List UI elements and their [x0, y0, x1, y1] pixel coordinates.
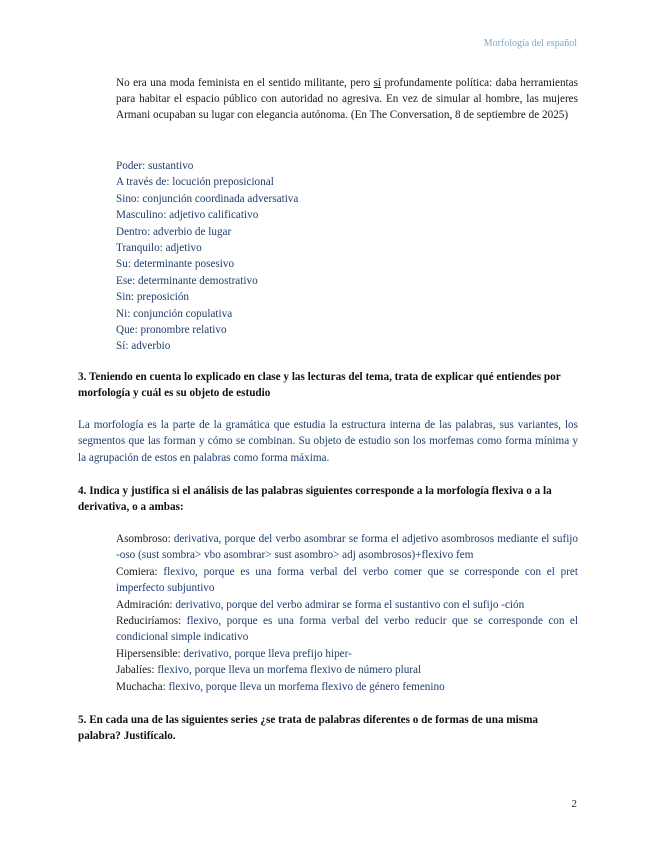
list-item: Sin: preposición [116, 291, 190, 304]
list-item: Que: pronombre relativo [116, 324, 227, 337]
word-term: Asombroso: [116, 533, 174, 545]
pos-analysis-list [116, 158, 578, 355]
quote-text-start: No era una moda feminista en el sentido militante, pero [116, 77, 374, 89]
list-item: Poder: sustantivo [116, 160, 194, 172]
word-explanation: flexivo, porque lleva un morfema flexivo de género femenino [168, 680, 445, 693]
question-5-heading: 5. En cada una de las siguientes series ¿se trata de palabras diferentes o de formas de una misma palabra? Justifícalo. [78, 714, 539, 743]
word-term: Admiración: [116, 598, 176, 611]
word-explanation: flexivo, porque es una forma verbal del verbo comer que se corresponde con el pret imperfecto subjuntivo [116, 565, 578, 595]
word-term: Comiera: [116, 565, 164, 578]
word-term: Hipersensible: [116, 647, 184, 660]
word-explanation: flexivo, porque es una forma verbal del verbo reducir que se corresponde con el condicional simple indicativo [116, 615, 578, 644]
list-item [116, 679, 578, 695]
quote-text-end: profundamente política: daba herramientas para habitar el espacio público con autoridad no agresiva. En vez de simular al hombre, las mujeres Armani ocupaban su lugar con elegancia autónoma. (En The Conversation, 8 de septiembre de 2025) [116, 77, 578, 122]
word-term: Muchacha: [116, 680, 169, 693]
list-item: Sí: adverbio [116, 340, 171, 353]
page-number: 2 [571, 798, 577, 810]
word-term: Reduciríamos: [116, 615, 187, 628]
word-term: Jabalíes: [116, 664, 158, 677]
quote-paragraph [116, 75, 578, 124]
list-item: Masculino: adjetivo calificativo [116, 209, 259, 222]
list-item: Dentro: adverbio de lugar [116, 225, 232, 238]
word-explanation: flexivo, porque lleva un morfema flexivo de número plural [157, 664, 422, 677]
list-item [116, 564, 578, 597]
list-item [116, 662, 578, 678]
quote-underlined-word: sí [373, 77, 382, 89]
list-item: Tranquilo: adjetivo [116, 242, 202, 255]
list-item [116, 597, 578, 613]
list-item [116, 613, 578, 646]
answer-3-paragraph: La morfología es la parte de la gramática que estudia la estructura interna de las palabras, sus variantes, los segmentos que las forman y cómo se combinan. Su objeto de estudio son los morfemas como forma mínima y la agrupación de estos en palabras como forma máxima. [78, 419, 578, 464]
word-explanation: derivativa, porque del verbo asombrar se forma el adjetivo asombrosos mediante el sufijo -oso (sust sombra> vbo asombrar> sust asombro> adj asombrosos)+flexivo fem [116, 533, 578, 562]
list-item: Ni: conjunción copulativa [116, 307, 233, 320]
list-item: Ese: determinante demostrativo [116, 274, 258, 287]
question-3-heading: 3. Teniendo en cuenta lo explicado en clase y las lecturas del tema, trata de explicar qué entiendes por morfología y cuál es su objeto de estudio [78, 371, 561, 400]
list-item: A través de: locución preposicional [116, 176, 274, 189]
answer-4-list [116, 531, 578, 695]
list-item: Sino: conjunción coordinada adversativa [116, 192, 299, 205]
running-header: Morfología del español [483, 38, 577, 49]
word-explanation: derivativo, porque del verbo admirar se forma el sustantivo con el sufijo -ción [175, 598, 525, 611]
list-item: Su: determinante posesivo [116, 258, 235, 271]
question-4-heading: 4. Indica y justifica si el análisis de las palabras siguientes corresponde a la morfología flexiva o a la derivativa, o a ambas: [78, 485, 552, 514]
list-item [116, 531, 578, 564]
list-item [116, 646, 578, 662]
word-explanation: derivativo, porque lleva prefijo hiper- [183, 647, 352, 660]
